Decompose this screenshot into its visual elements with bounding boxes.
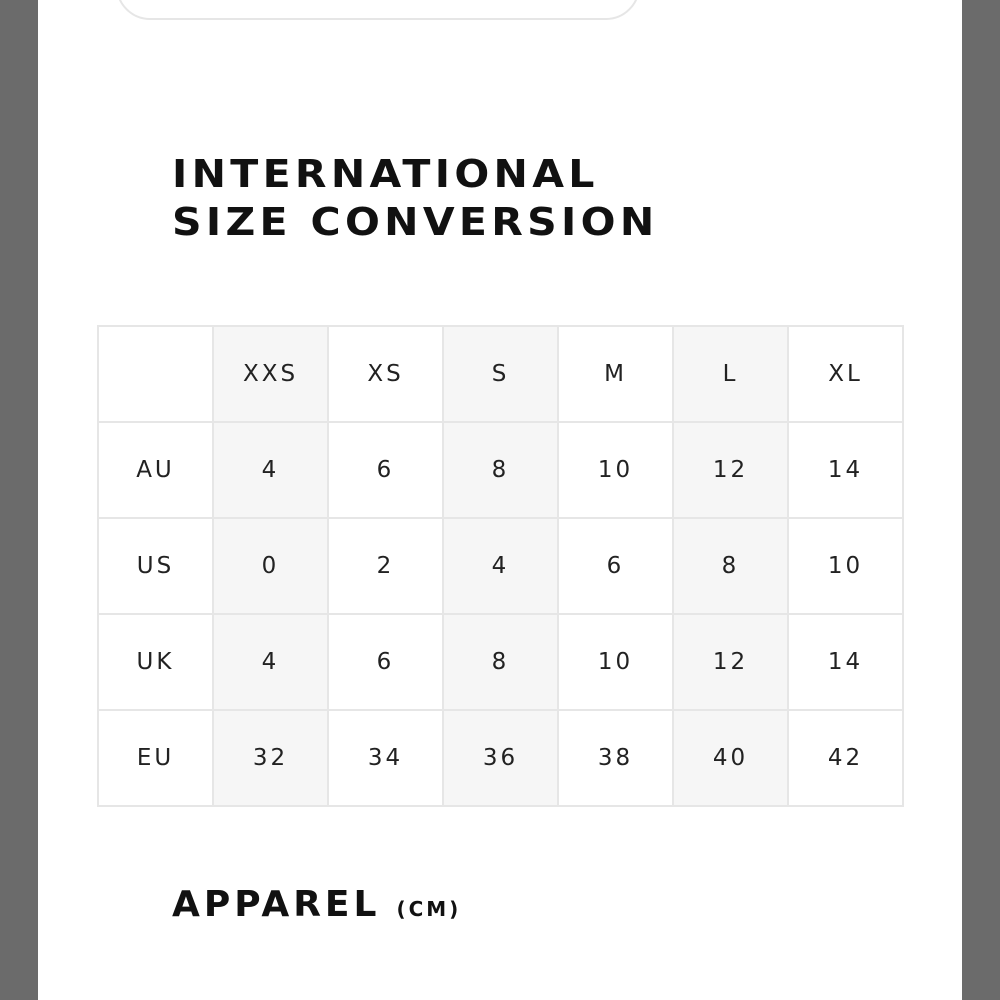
title-line-1: INTERNATIONAL (172, 152, 599, 196)
table-cell: 42 (788, 710, 903, 806)
table-cell: 0 (213, 518, 328, 614)
table-row-us (98, 518, 903, 614)
table-cell: 14 (788, 614, 903, 710)
table-cell: 8 (443, 614, 558, 710)
section-unit: (CM) (396, 897, 462, 921)
size-conversion-table (97, 325, 904, 807)
corner-cell (98, 326, 213, 422)
column-header-xs: XS (328, 326, 443, 422)
table-cell: 6 (328, 422, 443, 518)
table-cell: 10 (558, 422, 673, 518)
table-cell: 12 (673, 422, 788, 518)
section-heading (172, 884, 461, 925)
table-cell: 2 (328, 518, 443, 614)
column-header-m: M (558, 326, 673, 422)
table-cell: 4 (443, 518, 558, 614)
table-cell: 8 (673, 518, 788, 614)
table-row-au (98, 422, 903, 518)
table-row-uk (98, 614, 903, 710)
column-header-s: S (443, 326, 558, 422)
table-cell: 40 (673, 710, 788, 806)
table-cell: 14 (788, 422, 903, 518)
row-label-au: AU (98, 422, 213, 518)
document-page (38, 0, 962, 1000)
top-rounded-panel (116, 0, 640, 20)
table-cell: 8 (443, 422, 558, 518)
row-label-us: US (98, 518, 213, 614)
table-cell: 10 (558, 614, 673, 710)
section-title: APPAREL (172, 884, 381, 925)
row-label-eu: EU (98, 710, 213, 806)
title-line-2: SIZE CONVERSION (172, 200, 659, 244)
column-header-xxs: XXS (213, 326, 328, 422)
row-label-uk: UK (98, 614, 213, 710)
table-cell: 4 (213, 422, 328, 518)
table-cell: 6 (558, 518, 673, 614)
table-cell: 4 (213, 614, 328, 710)
table-cell: 34 (328, 710, 443, 806)
table-cell: 38 (558, 710, 673, 806)
table-header-row (98, 326, 903, 422)
column-header-l: L (673, 326, 788, 422)
table-cell: 10 (788, 518, 903, 614)
table-cell: 12 (673, 614, 788, 710)
page-title (172, 150, 659, 246)
table-cell: 32 (213, 710, 328, 806)
table-cell: 36 (443, 710, 558, 806)
column-header-xl: XL (788, 326, 903, 422)
table-cell: 6 (328, 614, 443, 710)
table-row-eu (98, 710, 903, 806)
